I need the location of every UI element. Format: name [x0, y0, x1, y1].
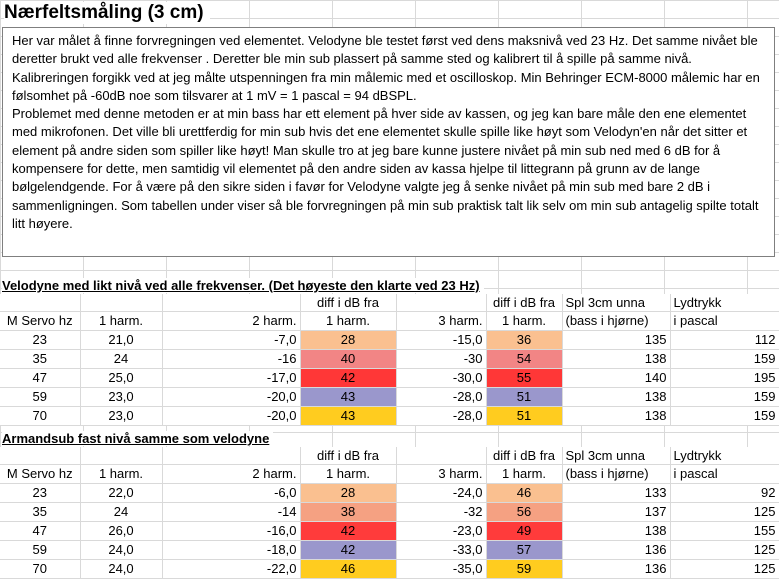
table-row — [0, 350, 779, 369]
header-row-top — [0, 447, 779, 465]
diff3-cell[interactable]: 55 — [486, 369, 562, 388]
harm3-cell[interactable]: -24,0 — [396, 484, 486, 503]
diff-header-top: diff i dB fra — [486, 447, 562, 465]
table-row — [0, 484, 779, 503]
diff-header-bottom: 1 harm. — [300, 465, 396, 484]
m-servo-header: M Servo hz — [0, 312, 80, 331]
table-row — [0, 522, 779, 541]
table-title-velodyne: Velodyne med likt nivå ved alle frekvenser. (Det høyeste den klarte ved 23 Hz) — [2, 278, 484, 293]
header-row-top — [0, 294, 779, 312]
lydtrykk-header-top: Lydtrykk — [670, 447, 779, 465]
table-row — [0, 560, 779, 579]
harm1-header: 1 harm. — [80, 312, 162, 331]
spl-cell[interactable]: 136 — [562, 560, 670, 579]
pascal-cell[interactable]: 159 — [670, 388, 779, 407]
pascal-cell[interactable]: 92 — [670, 484, 779, 503]
servo-hz-cell[interactable]: 35 — [0, 503, 80, 522]
harm3-cell[interactable]: -33,0 — [396, 541, 486, 560]
diff2-cell[interactable]: 28 — [300, 331, 396, 350]
armandsub-table — [0, 447, 779, 579]
harm2-cell[interactable]: -7,0 — [162, 331, 300, 350]
spl-cell[interactable]: 138 — [562, 522, 670, 541]
diff-header-bottom: 1 harm. — [486, 465, 562, 484]
pascal-cell[interactable]: 112 — [670, 331, 779, 350]
diff2-cell[interactable]: 38 — [300, 503, 396, 522]
diff-header-top: diff i dB fra — [300, 294, 396, 312]
harm1-cell[interactable]: 23,0 — [80, 388, 162, 407]
harm1-cell[interactable]: 26,0 — [80, 522, 162, 541]
harm3-cell[interactable]: -28,0 — [396, 388, 486, 407]
spl-cell[interactable]: 137 — [562, 503, 670, 522]
harm2-cell[interactable]: -6,0 — [162, 484, 300, 503]
table-title-armandsub: Armandsub fast nivå samme som velodyne — [2, 431, 273, 446]
lydtrykk-header-bottom: i pascal — [670, 312, 779, 331]
harm1-cell[interactable]: 24 — [80, 350, 162, 369]
description-paragraph-1: Her var målet å finne forvregningen ved elementet. Velodyne ble testet først ved dens maksnivå ved 23 Hz. Det samme nivået ble deretter brukt ved alle frekvenser . Deretter ble min sub plassert på samme sted og kalibrert til å spille på samme nivå. Kalibreringen forgikk ved at jeg målte utspenningen fra min målemic med et oscilloskop. Min Behringer ECM-8000 målemic har en følsomhet på -60dB noe som tilsvarer at 1 mV = 1 pascal = 94 dBSPL. — [12, 33, 760, 103]
diff3-cell[interactable]: 51 — [486, 407, 562, 426]
m-servo-header: M Servo hz — [0, 465, 80, 484]
harm1-cell[interactable]: 23,0 — [80, 407, 162, 426]
harm1-cell[interactable]: 24,0 — [80, 541, 162, 560]
diff2-cell[interactable]: 42 — [300, 369, 396, 388]
diff3-cell[interactable]: 56 — [486, 503, 562, 522]
servo-hz-cell[interactable]: 23 — [0, 331, 80, 350]
servo-hz-cell[interactable]: 35 — [0, 350, 80, 369]
pascal-cell[interactable]: 159 — [670, 407, 779, 426]
harm2-cell[interactable]: -17,0 — [162, 369, 300, 388]
diff3-cell[interactable]: 54 — [486, 350, 562, 369]
harm1-cell[interactable]: 24,0 — [80, 560, 162, 579]
diff3-cell[interactable]: 51 — [486, 388, 562, 407]
spl-cell[interactable]: 135 — [562, 331, 670, 350]
harm2-cell[interactable]: -16 — [162, 350, 300, 369]
lydtrykk-header-bottom: i pascal — [670, 465, 779, 484]
table-row — [0, 388, 779, 407]
harm3-cell[interactable]: -30,0 — [396, 369, 486, 388]
diff3-cell[interactable]: 36 — [486, 331, 562, 350]
spl-header-top: Spl 3cm unna — [562, 294, 670, 312]
description-textbox[interactable] — [2, 27, 775, 257]
harm2-cell[interactable]: -22,0 — [162, 560, 300, 579]
spl-cell[interactable]: 138 — [562, 388, 670, 407]
harm1-header: 1 harm. — [80, 465, 162, 484]
servo-hz-cell[interactable]: 59 — [0, 388, 80, 407]
spl-cell[interactable]: 138 — [562, 350, 670, 369]
diff2-cell[interactable]: 43 — [300, 407, 396, 426]
servo-hz-cell[interactable]: 70 — [0, 560, 80, 579]
table-row — [0, 331, 779, 350]
servo-hz-cell[interactable]: 23 — [0, 484, 80, 503]
spl-cell[interactable]: 138 — [562, 407, 670, 426]
header-row-bottom — [0, 312, 779, 331]
spl-header-bottom: (bass i hjørne) — [562, 465, 670, 484]
diff2-cell[interactable]: 42 — [300, 541, 396, 560]
servo-hz-cell[interactable]: 47 — [0, 522, 80, 541]
harm2-cell[interactable]: -16,0 — [162, 522, 300, 541]
spl-header-bottom: (bass i hjørne) — [562, 312, 670, 331]
harm2-cell[interactable]: -18,0 — [162, 541, 300, 560]
harm3-cell[interactable]: -35,0 — [396, 560, 486, 579]
harm2-cell[interactable]: -20,0 — [162, 407, 300, 426]
pascal-cell[interactable]: 125 — [670, 541, 779, 560]
harm3-cell[interactable]: -23,0 — [396, 522, 486, 541]
harm1-cell[interactable]: 24 — [80, 503, 162, 522]
harm1-cell[interactable]: 22,0 — [80, 484, 162, 503]
header-row-bottom — [0, 465, 779, 484]
servo-hz-cell[interactable]: 47 — [0, 369, 80, 388]
diff2-cell[interactable]: 28 — [300, 484, 396, 503]
velodyne-table — [0, 294, 779, 426]
diff2-cell[interactable]: 43 — [300, 388, 396, 407]
harm1-cell[interactable]: 21,0 — [80, 331, 162, 350]
table-row — [0, 541, 779, 560]
diff3-cell[interactable]: 46 — [486, 484, 562, 503]
diff2-cell[interactable]: 40 — [300, 350, 396, 369]
diff3-cell[interactable]: 49 — [486, 522, 562, 541]
spl-cell[interactable]: 136 — [562, 541, 670, 560]
diff2-cell[interactable]: 46 — [300, 560, 396, 579]
spl-cell[interactable]: 133 — [562, 484, 670, 503]
harm3-header: 3 harm. — [396, 312, 486, 331]
harm1-cell[interactable]: 25,0 — [80, 369, 162, 388]
diff3-cell[interactable]: 57 — [486, 541, 562, 560]
diff-header-top: diff i dB fra — [486, 294, 562, 312]
table-row — [0, 503, 779, 522]
pascal-cell[interactable]: 155 — [670, 522, 779, 541]
harm3-cell[interactable]: -30 — [396, 350, 486, 369]
diff-header-top: diff i dB fra — [300, 447, 396, 465]
lydtrykk-header-top: Lydtrykk — [670, 294, 779, 312]
diff2-cell[interactable]: 42 — [300, 522, 396, 541]
spl-header-top: Spl 3cm unna — [562, 447, 670, 465]
servo-hz-cell[interactable]: 70 — [0, 407, 80, 426]
harm2-cell[interactable]: -20,0 — [162, 388, 300, 407]
armandsub-table-body — [0, 484, 779, 579]
pascal-cell[interactable]: 195 — [670, 369, 779, 388]
diff-header-bottom: 1 harm. — [486, 312, 562, 331]
harm2-header: 2 harm. — [162, 465, 300, 484]
pascal-cell[interactable]: 159 — [670, 350, 779, 369]
harm3-cell[interactable]: -28,0 — [396, 407, 486, 426]
sheet-title: Nærfeltsmåling (3 cm) — [4, 2, 210, 24]
diff3-cell[interactable]: 59 — [486, 560, 562, 579]
servo-hz-cell[interactable]: 59 — [0, 541, 80, 560]
harm2-header: 2 harm. — [162, 312, 300, 331]
table-row — [0, 369, 779, 388]
harm3-cell[interactable]: -32 — [396, 503, 486, 522]
harm2-cell[interactable]: -14 — [162, 503, 300, 522]
pascal-cell[interactable]: 125 — [670, 503, 779, 522]
pascal-cell[interactable]: 125 — [670, 560, 779, 579]
diff-header-bottom: 1 harm. — [300, 312, 396, 331]
harm3-cell[interactable]: -15,0 — [396, 331, 486, 350]
description-paragraph-2: Problemet med denne metoden er at min bass har ett element på hver side av kassen, og jeg kan bare måle den ene elementet med mikrofonen. Det ville bli urettferdig for min sub hvis det ene elementet skulle spille like høyt som Velodyn'en når det sitter et element på andre siden som spiller like høyt! Man skulle tro at jeg bare kunne justere nivået på min sub ned med 6 dB for å kompensere for dette, men samtidig vil elementet på den andre siden av kassa hjelpe til littegrann på grunn av de lange bølgelendgende. For å være på den sikre siden i favør for Velodyne valgte jeg å senke nivået på min sub med bare 2 dB i sammenligningen. Som tabellen under viser så ble forvregningen på min sub praktisk talt lik selv om min sub antagelig spilte totalt litt høyere. — [12, 106, 759, 231]
harm3-header: 3 harm. — [396, 465, 486, 484]
spl-cell[interactable]: 140 — [562, 369, 670, 388]
table-row — [0, 407, 779, 426]
velodyne-table-body — [0, 331, 779, 426]
